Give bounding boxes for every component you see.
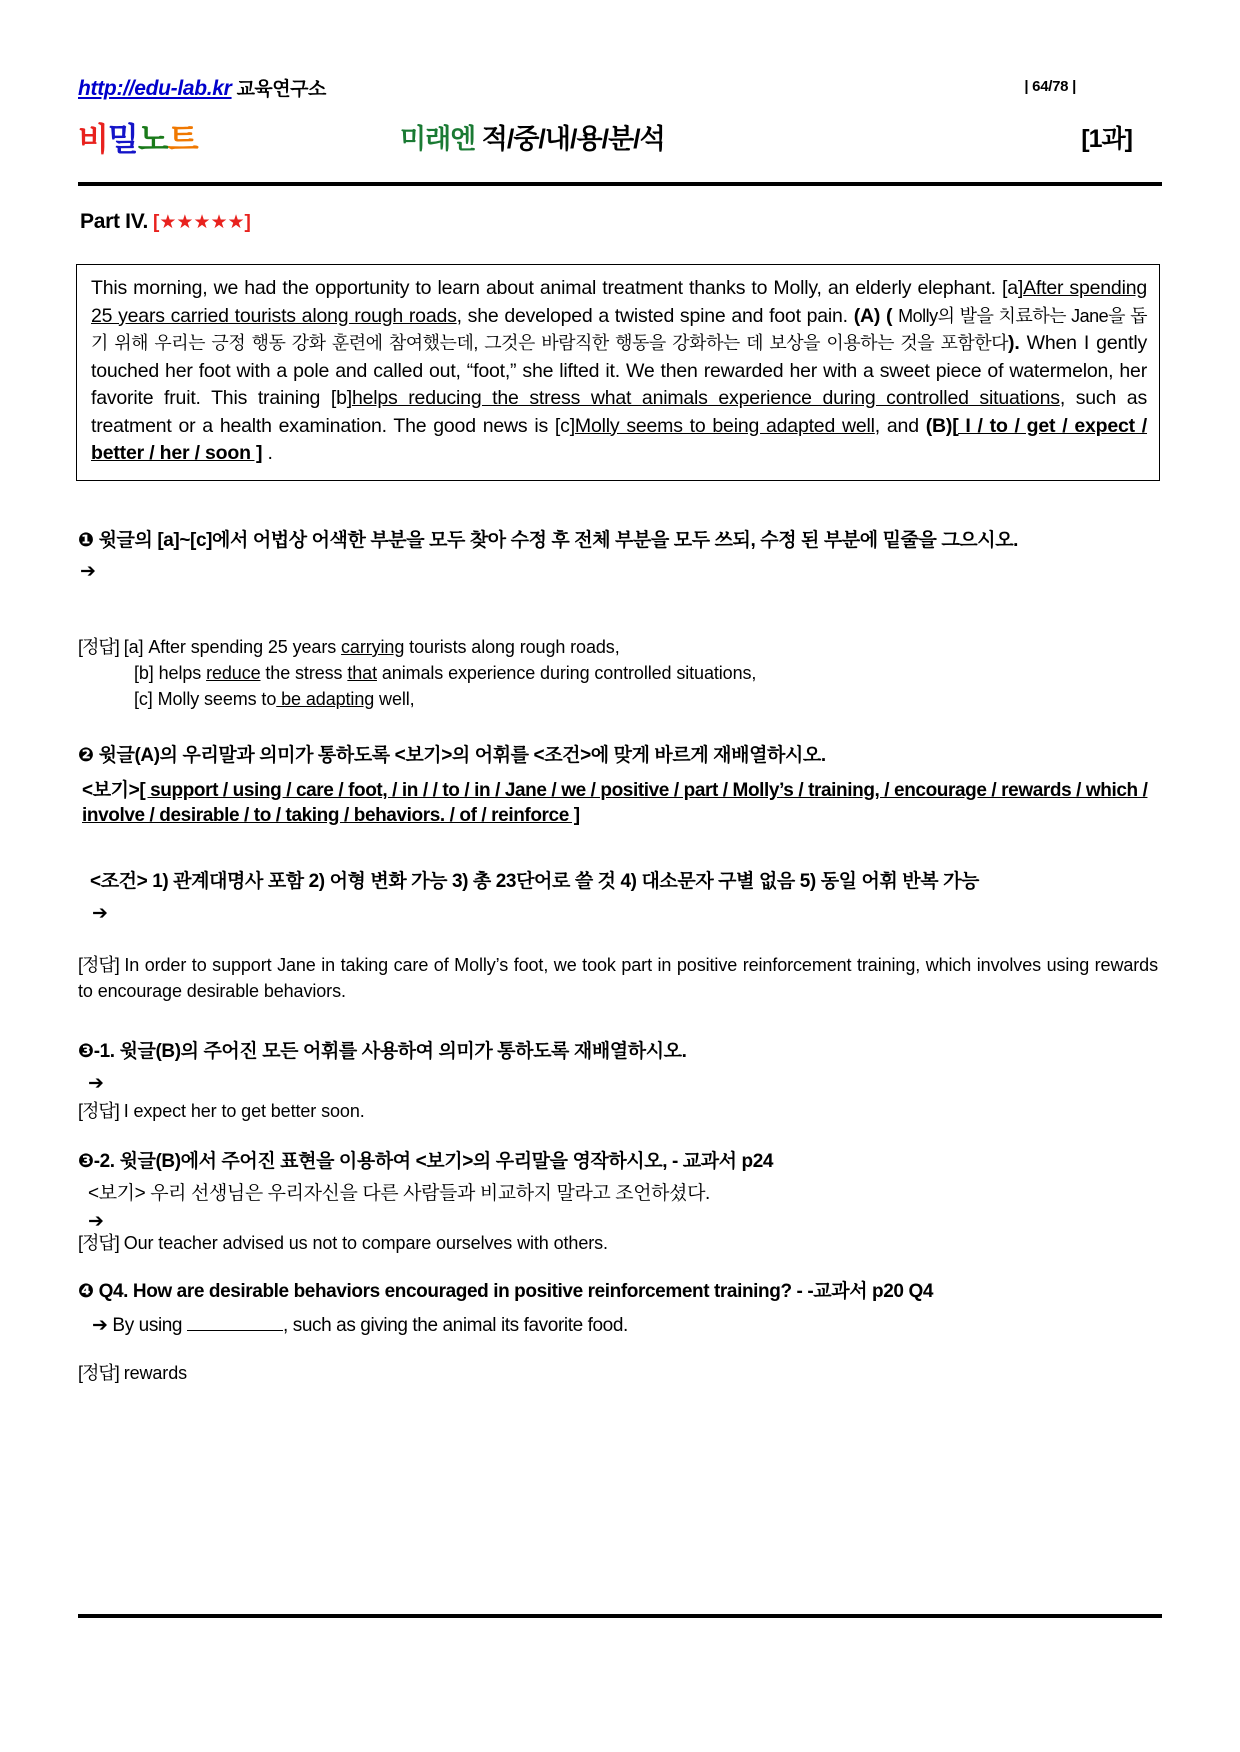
question-3-2-answer-block <box>78 1230 608 1256</box>
condition-text: 1) 관계대명사 포함 2) 어형 변화 가능 3) 총 23단어로 쓸 것 4) 대소문자 구별 없음 5) 동일 어휘 반복 가능 <box>152 871 979 892</box>
question-4-prompt <box>92 1312 1152 1339</box>
question-3-1-answer-block <box>78 1098 365 1124</box>
question-4-bullet: ❹ <box>78 1281 94 1302</box>
answer-b-pre: helps <box>158 663 207 683</box>
footer-divider <box>78 1614 1162 1618</box>
question-3-1-suffix: -1. <box>93 1041 115 1062</box>
brand-char-4: 트 <box>167 121 198 157</box>
part-heading <box>80 210 251 234</box>
answer-tag-a: [a] <box>123 637 144 657</box>
question-2-conditions <box>90 868 1160 895</box>
brand-logo <box>78 114 198 160</box>
answer-c-correction: be adapting <box>276 689 375 709</box>
passage-sentence-1: This morning, we had the opportunity to learn about animal treatment thanks to Molly, an elderly elephant. [a] <box>91 277 1024 299</box>
answer-b-correction-1: reduce <box>206 663 261 683</box>
question-4-heading <box>78 1278 1158 1305</box>
answer-a-post: tourists along rough roads, <box>404 637 620 657</box>
passage-sentence-2: , she developed a twisted spine and foot pain. <box>456 304 848 327</box>
answer-b-correction-2: that <box>347 663 377 683</box>
answer-label: [정답] <box>78 1101 119 1121</box>
passage-marker-a: (A) ( <box>853 304 893 327</box>
site-url-link[interactable]: http://edu-lab.kr <box>78 77 232 100</box>
question-1-heading <box>78 527 1158 554</box>
answer-line-a <box>78 634 1158 660</box>
question-3-2-suffix: -2. <box>93 1151 115 1172</box>
question-2-bullet: ❷ <box>78 745 94 766</box>
question-3-1-text: 윗글(B)의 주어진 모든 어휘를 사용하여 의미가 통하도록 재배열하시오. <box>119 1041 687 1062</box>
answer-label: [정답] <box>78 1233 119 1253</box>
answer-line-b <box>78 660 1158 686</box>
bogi-words: [ support / using / care / foot, / in / / to / in / Jane / we / positive / part / Molly’s / training, / encourage / rewards / which / involve / desirable / to / taking / behaviors. / of / reinforce ] <box>82 780 1148 826</box>
question-2-answer: In order to support Jane in taking care of Molly’s foot, we took part in positive reinforcement training, which involves using rewards to encourage desirable behaviors. <box>78 955 1158 1001</box>
question-4-sentence-post: , such as giving the animal its favorite food. <box>282 1315 628 1336</box>
arrow-icon: ➔ <box>92 903 108 924</box>
question-3-1-arrow <box>88 1070 104 1097</box>
passage-marker-b: (B) <box>925 414 953 437</box>
arrow-icon: ➔ <box>88 1073 104 1094</box>
publisher-name: 미래엔 <box>400 124 476 154</box>
arrow-icon: ➔ <box>88 1211 104 1232</box>
question-3-1-heading <box>78 1038 1158 1065</box>
question-3-1-bullet: ❸ <box>78 1041 94 1062</box>
site-label: 교육연구소 <box>236 79 326 100</box>
fill-in-blank[interactable] <box>187 1316 283 1331</box>
answer-label: [정답] <box>78 637 119 657</box>
header-title-row <box>78 114 1162 160</box>
analysis-label: 적/중/내/용/분/석 <box>481 124 665 154</box>
passage-period: . <box>267 442 273 464</box>
question-3-2-bullet: ❸ <box>78 1151 94 1172</box>
answer-label: [정답] <box>78 955 119 975</box>
question-4-sentence-pre: By using <box>112 1315 187 1336</box>
passage-close-paren: ). <box>1008 332 1020 354</box>
arrow-icon: ➔ <box>92 1315 108 1336</box>
question-1-bullet: ❶ <box>78 530 94 551</box>
difficulty-stars: [★★★★★] <box>153 212 251 233</box>
answer-label: [정답] <box>78 1363 119 1383</box>
question-1-answer-block <box>78 634 1158 712</box>
header-divider <box>78 182 1162 186</box>
passage-box <box>76 264 1160 481</box>
question-2-heading <box>78 742 1158 769</box>
brand-char-1: 비 <box>78 121 108 157</box>
passage-b-wordbank: [ I / to / get / expect / better / her / soon ] <box>91 414 1148 464</box>
question-3-2-heading <box>78 1148 1158 1175</box>
arrow-icon: ➔ <box>80 561 96 582</box>
part-label: Part IV. <box>80 210 149 233</box>
question-4-text: Q4. How are desirable behaviors encouraged in positive reinforcement training? - -교과서 <box>98 1281 868 1302</box>
answer-c-pre: Molly seems to <box>157 689 277 709</box>
question-2-arrow <box>92 900 108 927</box>
condition-label: <조건> <box>90 871 148 892</box>
bogi-label: <보기> <box>88 1183 146 1204</box>
question-4-page-ref: p20 Q4 <box>872 1281 934 1302</box>
bogi-korean-sentence: 우리 선생님은 우리자신을 다른 사람들과 비교하지 말라고 조언하셨다. <box>150 1183 710 1204</box>
question-3-2-answer: Our teacher advised us not to compare ourselves with others. <box>123 1233 608 1253</box>
question-2-wordbank <box>82 778 1158 828</box>
answer-a-pre: After spending 25 years <box>148 637 342 657</box>
question-1-text: 윗글의 [a]~[c]에서 어법상 어색한 부분을 모두 찾아 수정 후 전체 부분을 모두 쓰되, 수정 된 부분에 밑줄을 그으시오. <box>98 530 1019 551</box>
passage-sentence-3: When I gently touched her foot with a pole and called out, “foot,” she lifted it. We then rewarded her with a sweet piece of watermelon, her favorite fruit. This training [b] <box>91 332 1148 409</box>
question-3-1-answer: I expect her to get better soon. <box>123 1101 365 1121</box>
question-3-2-text: 윗글(B)에서 주어진 표현을 이용하여 <보기>의 우리말을 영작하시오, - 교과서 <box>119 1151 737 1172</box>
passage-sentence-5: , and <box>874 414 919 437</box>
answer-tag-c: [c] <box>134 689 153 709</box>
passage-underline-a: After spending 25 years carried tourists along rough roads <box>91 277 1147 327</box>
question-4-answer-block <box>78 1360 187 1386</box>
question-4-answer: rewards <box>123 1363 188 1383</box>
question-2-text: 윗글(A)의 우리말과 의미가 통하도록 <보기>의 어휘를 <조건>에 맞게 바르게 재배열하시오. <box>98 745 826 766</box>
answer-tag-b: [b] <box>134 663 154 683</box>
passage-korean-gloss: Molly의 발을 치료하는 Jane을 돕기 위해 우리는 긍정 행동 강화 훈련에 참여했는데, 그것은 바람직한 행동을 강화하는 데 보상을 이용하는 것을 포함한다 <box>91 305 1147 353</box>
question-1-arrow <box>80 558 96 585</box>
document-title <box>400 117 665 156</box>
question-3-2-page-ref: p24 <box>741 1151 774 1172</box>
answer-line-c <box>78 686 1158 712</box>
bogi-label: <보기> <box>82 780 140 801</box>
passage-sentence-4: , such as treatment or a health examination. The good news is [c] <box>91 387 1147 437</box>
answer-b-post-2: animals experience during controlled situations, <box>376 663 757 683</box>
answer-a-correction: carrying <box>341 637 405 657</box>
answer-b-post: the stress <box>260 663 348 683</box>
question-2-answer-block <box>78 952 1158 1004</box>
brand-char-3: 노 <box>137 121 168 157</box>
answer-c-post: well, <box>374 689 415 709</box>
question-3-2-bogi <box>88 1180 1158 1207</box>
passage-underline-b: helps reducing the stress what animals experience during controlled situations <box>351 387 1060 409</box>
page-header <box>78 74 1162 160</box>
brand-char-2: 밀 <box>107 121 138 157</box>
lesson-badge: [1과] <box>1081 125 1132 153</box>
passage-underline-c: Molly seems to being adapted well <box>574 414 875 437</box>
header-top-row <box>78 74 1162 108</box>
page-indicator: | 64/78 | <box>1024 78 1076 95</box>
